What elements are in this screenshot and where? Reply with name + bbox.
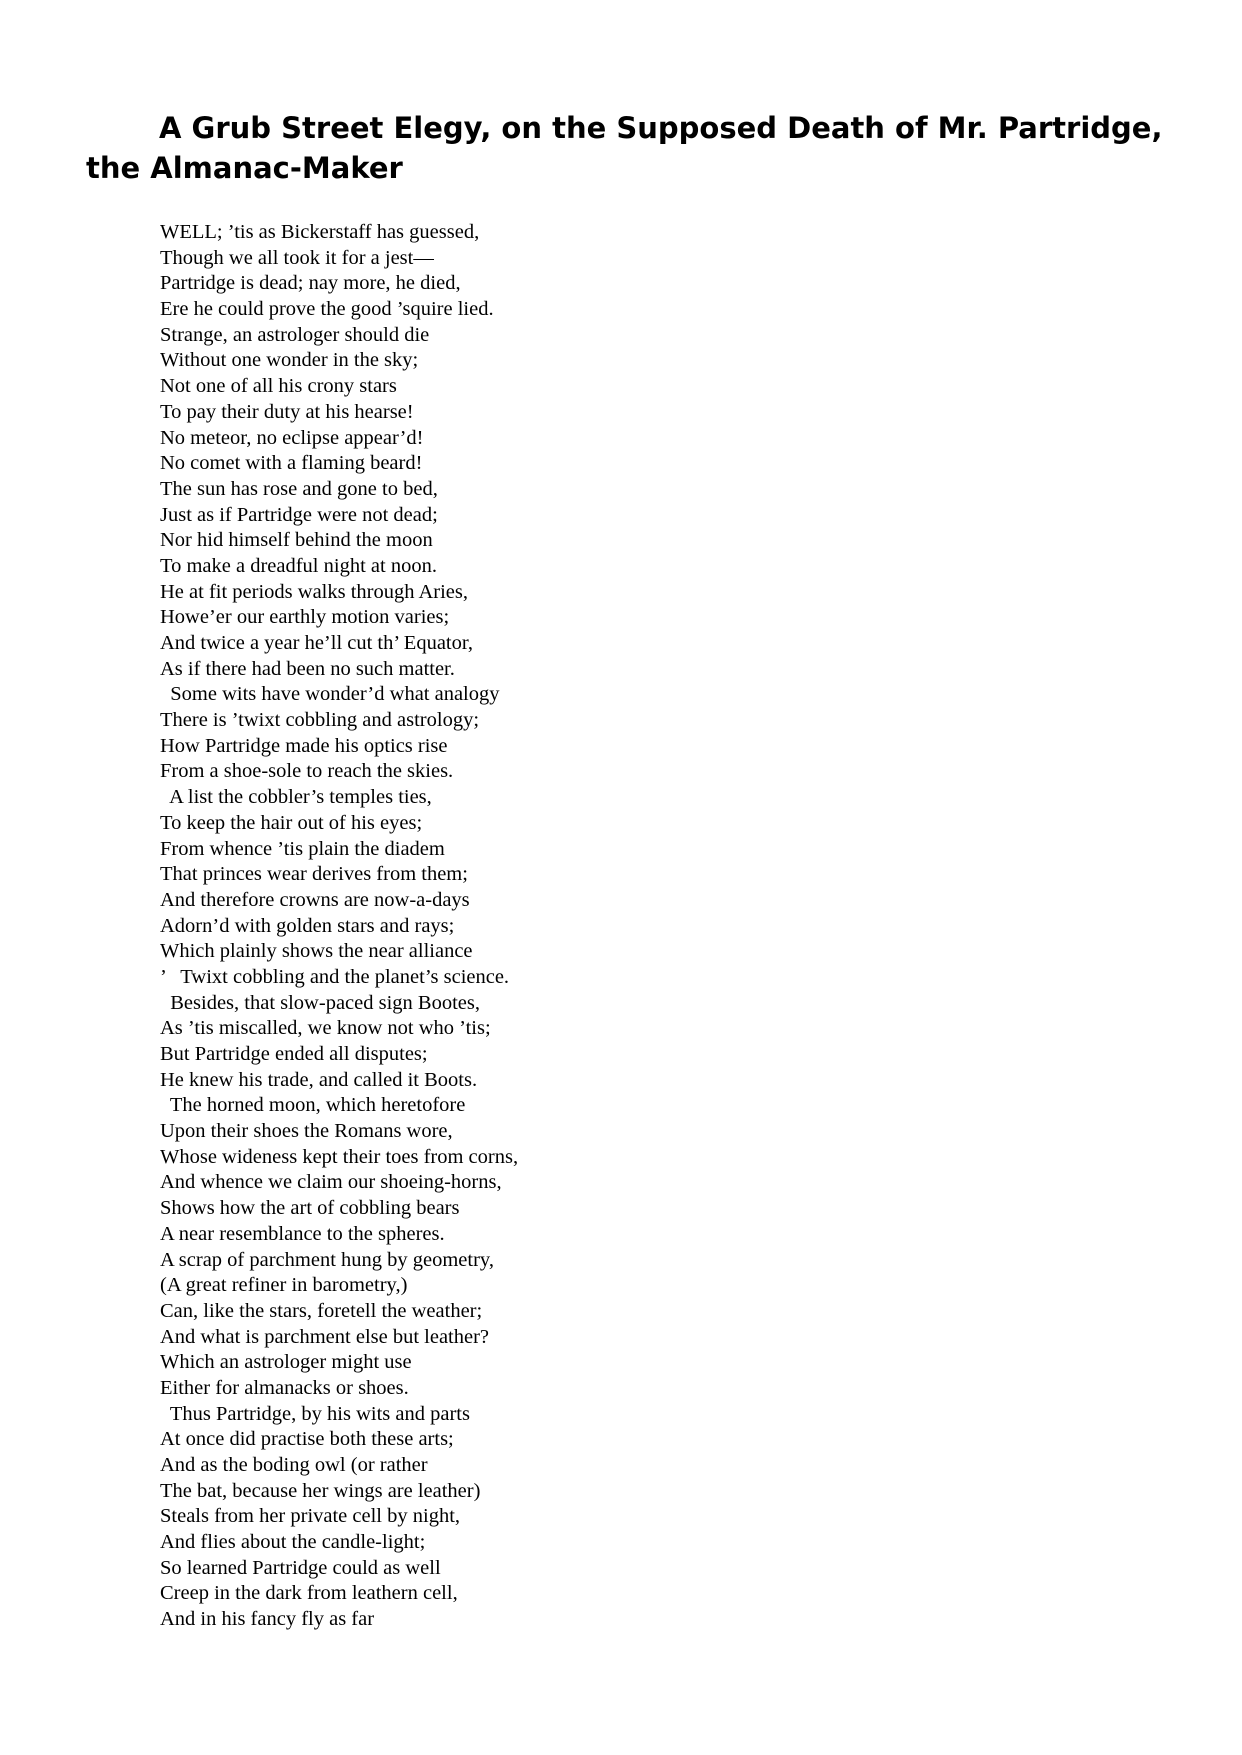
poem-line: From whence ’tis plain the diadem [160,837,445,860]
poem-line: And whence we claim our shoeing-horns, [160,1171,502,1194]
poem-line: Can, like the stars, foretell the weather; [160,1299,483,1322]
poem-line: Steals from her private cell by night, [160,1505,461,1528]
poem-line: And what is parchment else but leather? [160,1325,490,1348]
poem-line: WELL; ’tis as Bickerstaff has guessed, [160,221,480,243]
poem-line: Just as if Partridge were not dead; [160,503,438,526]
poem-line: A near resemblance to the spheres. [160,1222,445,1245]
poem-line: He knew his trade, and called it Boots. [160,1068,478,1091]
poem-line: There is ’twixt cobbling and astrology; [160,709,480,732]
poem-line: How Partridge made his optics rise [160,734,448,757]
poem-line: That princes wear derives from them; [160,863,468,886]
poem-line: To pay their duty at his hearse! [160,400,414,423]
poem-line: Either for almanacks or shoes. [160,1376,409,1399]
poem-line: Which plainly shows the near alliance [160,940,473,963]
poem-line: So learned Partridge could as well [160,1556,441,1579]
poem-line: The sun has rose and gone to bed, [160,477,438,500]
poem-line: Which an astrologer might use [160,1351,412,1374]
poem-line: And as the boding owl (or rather [160,1454,428,1476]
poem-body [160,220,760,1633]
poem-line: To make a dreadful night at noon. [160,554,437,577]
poem-title: A Grub Street Elegy, on the Supposed Death of Mr. Partridge, the Almanac-Maker [86,111,1163,185]
poem-line: Strange, an astrologer should die [160,323,430,346]
poem-line: At once did practise both these arts; [160,1428,454,1451]
poem-line: Besides, that slow-paced sign Bootes, [160,991,480,1014]
poem-line: Without one wonder in the sky; [160,349,419,372]
poem-line: A list the cobbler’s temples ties, [160,786,432,809]
poem-line: Creep in the dark from leathern cell, [160,1582,458,1605]
poem-line: Nor hid himself behind the moon [160,529,433,552]
poem-line: As if there had been no such matter. [160,657,455,680]
poem-line: (A great refiner in barometry,) [160,1274,408,1297]
poem-line: Upon their shoes the Romans wore, [160,1120,453,1143]
poem-line: Partridge is dead; nay more, he died, [160,272,461,295]
poem-line: Some wits have wonder’d what analogy [160,683,500,706]
poem-line: Whose wideness kept their toes from corns, [160,1145,519,1168]
poem-line: But Partridge ended all disputes; [160,1043,428,1065]
poem-line: He at fit periods walks through Aries, [160,580,469,603]
poem-line: No comet with a flaming beard! [160,452,423,475]
poem-line: And twice a year he’ll cut th’ Equator, [160,632,474,654]
poem-line: Though we all took it for a jest— [160,246,434,269]
poem-line: Adorn’d with golden stars and rays; [160,914,455,937]
poem-line: From a shoe-sole to reach the skies. [160,760,454,783]
poem-line: No meteor, no eclipse appear’d! [160,426,424,449]
poem-line: Shows how the art of cobbling bears [160,1197,460,1220]
poem-line: And therefore crowns are now-a-days [160,888,470,911]
poem-line: A scrap of parchment hung by geometry, [160,1248,494,1271]
poem-line: The bat, because her wings are leather) [160,1479,481,1502]
poem-line: The horned moon, which heretofore [160,1094,466,1117]
poem-line: To keep the hair out of his eyes; [160,811,423,834]
poem-line: Howe’er our earthly motion varies; [160,606,450,629]
poem-line: Ere he could prove the good ’squire lied. [160,298,494,321]
poem-line: ’ Twixt cobbling and the planet’s science. [160,965,510,988]
poem-line: And flies about the candle-light; [160,1531,426,1554]
poem-line: As ’tis miscalled, we know not who ’tis; [160,1017,491,1040]
poem-line: Thus Partridge, by his wits and parts [160,1402,470,1425]
poem-line: And in his fancy fly as far [160,1608,375,1631]
poem-line: Not one of all his crony stars [160,375,397,398]
